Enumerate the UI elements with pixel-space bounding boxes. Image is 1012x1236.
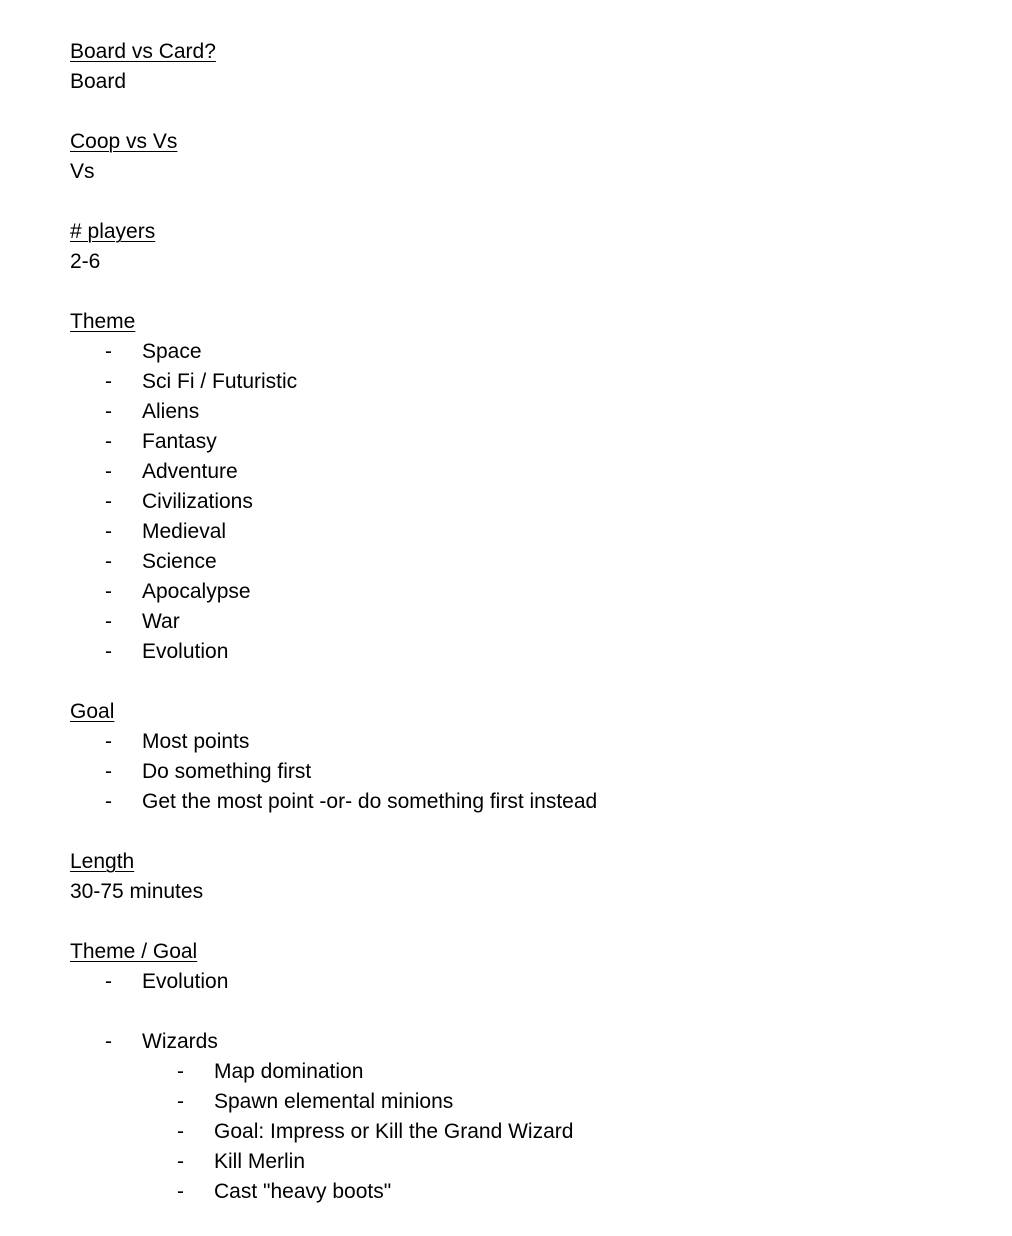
bullet-dash: - (105, 610, 112, 633)
list-item-text: Wizards (142, 1030, 218, 1053)
list-item (70, 487, 970, 517)
bullet-dash: - (105, 790, 112, 813)
sub-list-item (70, 1117, 970, 1147)
list-item (70, 637, 970, 667)
bullet-dash: - (105, 970, 112, 993)
heading-theme: Theme (70, 310, 136, 333)
bullet-dash: - (105, 490, 112, 513)
bullet-dash: - (105, 340, 112, 363)
value-length: 30-75 minutes (70, 880, 204, 903)
bullet-dash: - (105, 580, 112, 603)
bullet-dash: - (105, 730, 112, 753)
list-item (70, 397, 970, 427)
sub-list-item (70, 1147, 970, 1177)
list-item-text: Most points (142, 730, 250, 753)
list-item-text: Evolution (142, 970, 229, 993)
list-item (70, 577, 970, 607)
list-item (70, 757, 970, 787)
sub-list-item (70, 1087, 970, 1117)
list-item (70, 787, 970, 817)
spacer (70, 667, 970, 697)
list-item (70, 367, 970, 397)
list-item (70, 727, 970, 757)
spacer (70, 997, 970, 1027)
list-item (70, 517, 970, 547)
list-item-text: Sci Fi / Futuristic (142, 370, 298, 393)
bullet-dash: - (177, 1150, 184, 1173)
bullet-dash: - (105, 400, 112, 423)
list-item (70, 547, 970, 577)
heading-coop-vs-vs: Coop vs Vs (70, 130, 178, 153)
list-item (70, 967, 970, 997)
bullet-dash: - (105, 760, 112, 783)
heading-goal: Goal (70, 700, 115, 723)
spacer (70, 817, 970, 847)
list-item-text: Aliens (142, 400, 200, 423)
sub-list-item-text: Spawn elemental minions (214, 1090, 454, 1113)
list-item-text: War (142, 610, 180, 633)
goal-list (70, 727, 970, 817)
wizards-sublist (70, 1057, 970, 1207)
list-item-text: Civilizations (142, 490, 253, 513)
theme-list (70, 337, 970, 667)
document-body (70, 37, 970, 1207)
list-item (70, 457, 970, 487)
bullet-dash: - (105, 460, 112, 483)
list-item-text: Do something first (142, 760, 312, 783)
list-item-text: Space (142, 340, 202, 363)
list-item (70, 427, 970, 457)
bullet-dash: - (105, 1030, 112, 1053)
list-item-text: Adventure (142, 460, 238, 483)
heading-players: # players (70, 220, 156, 243)
list-item (70, 337, 970, 367)
value-players: 2-6 (70, 250, 101, 273)
bullet-dash: - (177, 1090, 184, 1113)
list-item (70, 607, 970, 637)
bullet-dash: - (177, 1120, 184, 1143)
bullet-dash: - (105, 640, 112, 663)
bullet-dash: - (105, 370, 112, 393)
heading-board-vs-card: Board vs Card? (70, 40, 216, 63)
bullet-dash: - (105, 520, 112, 543)
value-coop-vs-vs: Vs (70, 160, 95, 183)
sub-list-item-text: Goal: Impress or Kill the Grand Wizard (214, 1120, 574, 1143)
value-board-vs-card: Board (70, 70, 127, 93)
spacer (70, 277, 970, 307)
spacer (70, 97, 970, 127)
list-item-text: Medieval (142, 520, 227, 543)
sub-list-item-text: Cast "heavy boots" (214, 1180, 392, 1203)
sub-list-item (70, 1057, 970, 1087)
heading-length: Length (70, 850, 135, 873)
list-item-text: Fantasy (142, 430, 217, 453)
list-item-text: Evolution (142, 640, 229, 663)
bullet-dash: - (177, 1180, 184, 1203)
sub-list-item (70, 1177, 970, 1207)
bullet-dash: - (105, 550, 112, 573)
heading-theme-goal: Theme / Goal (70, 940, 198, 963)
sub-list-item-text: Kill Merlin (214, 1150, 306, 1173)
sub-list-item-text: Map domination (214, 1060, 364, 1083)
list-item-text: Apocalypse (142, 580, 251, 603)
spacer (70, 187, 970, 217)
bullet-dash: - (105, 430, 112, 453)
bullet-dash: - (177, 1060, 184, 1083)
list-item (70, 1027, 970, 1057)
spacer (70, 907, 970, 937)
list-item-text: Science (142, 550, 217, 573)
list-item-text: Get the most point -or- do something first instead (142, 790, 598, 813)
